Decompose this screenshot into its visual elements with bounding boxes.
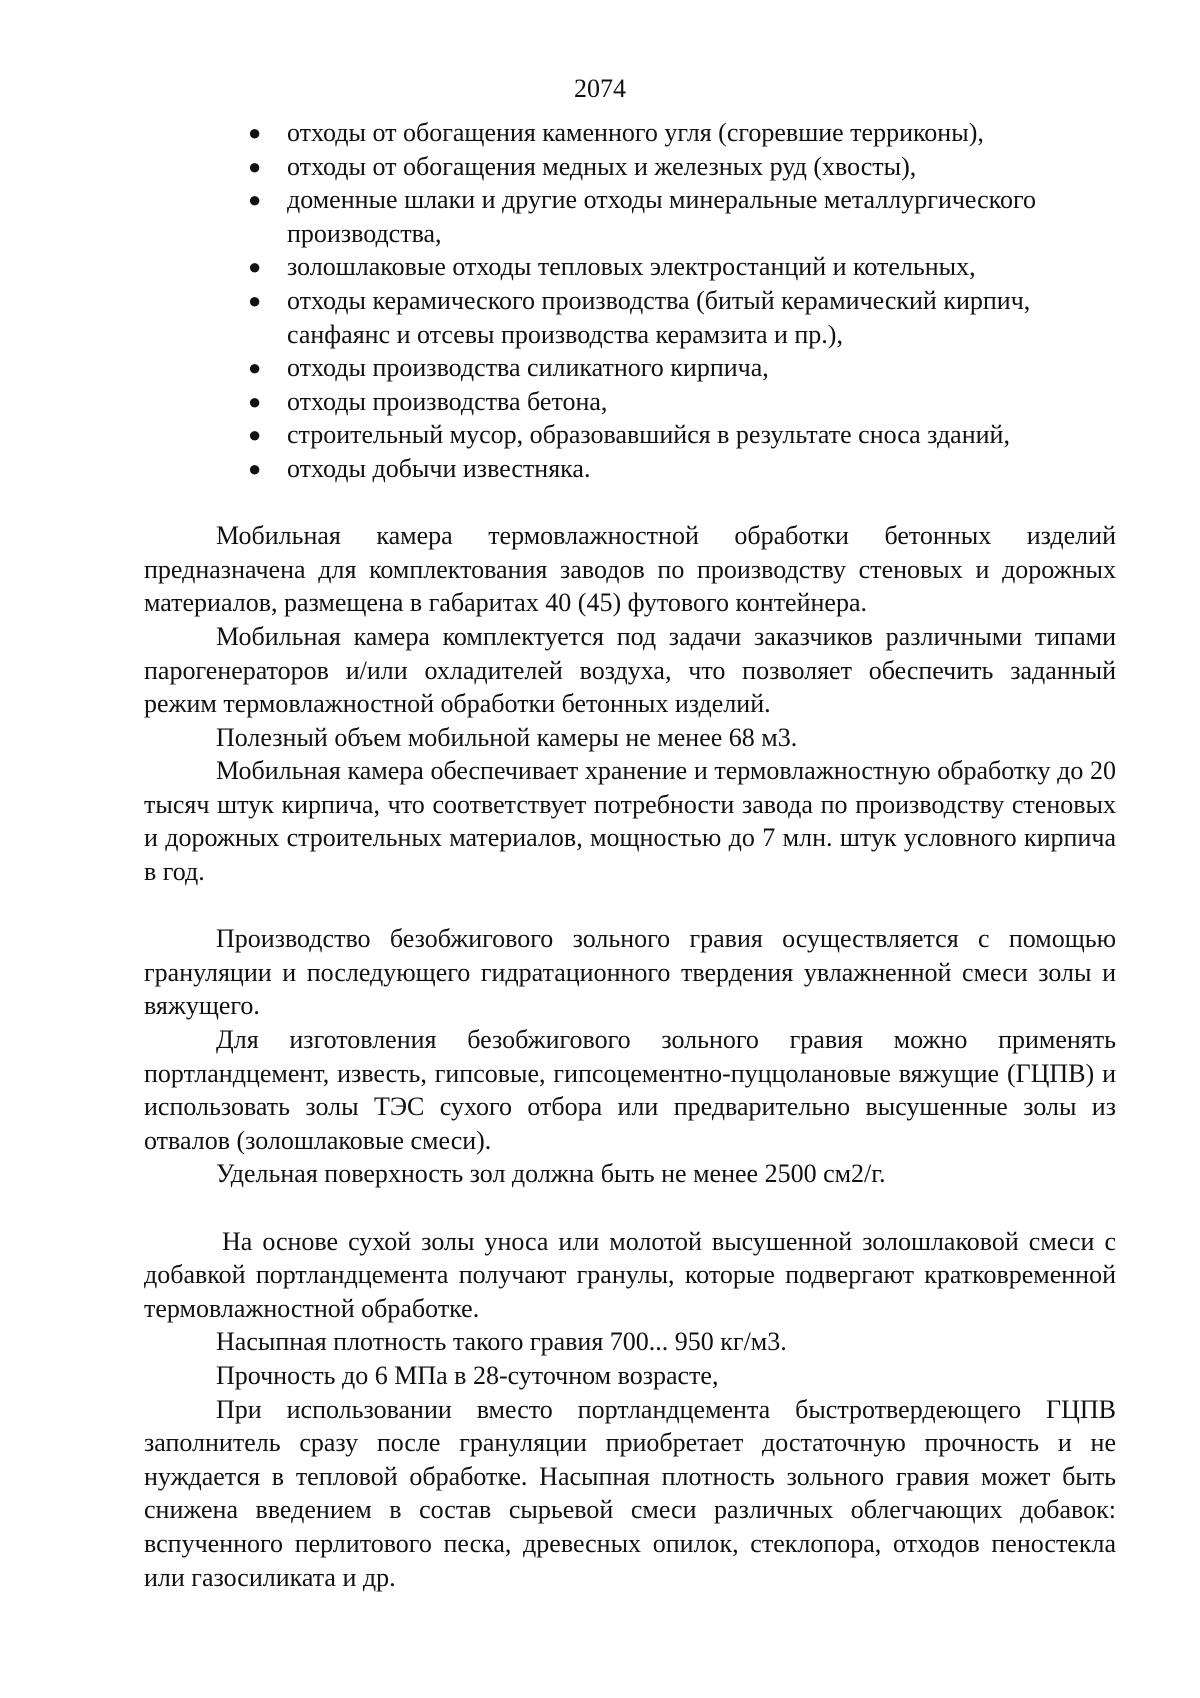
list-item-text: золошлаковые отходы тепловых электростанций и котельных, [287, 252, 976, 282]
section-mobile-chamber [144, 519, 1116, 889]
paragraph: Для изготовления безобжигового зольного гравия можно применять портландцемент, известь, гипсовые, гипсоцементно-пуццолановые вяжущие (ГЦПВ) и использовать золы ТЭС сухого отбора или предварительно высушенные золы из отвалов (золошлаковые смеси). [144, 1025, 1116, 1155]
list-item [144, 284, 1116, 351]
list-item-text: отходы керамического производства (битый керамический кирпич, санфаянс и отсевы производства керамзита и пр.), [287, 285, 1031, 349]
list-item-text: строительный мусор, образовавшийся в результате сноса зданий, [287, 420, 1010, 450]
paragraph: Насыпная плотность такого гравия 700... 950 кг/м3. [216, 1327, 787, 1357]
page-number: 2074 [574, 74, 626, 103]
spacer [144, 889, 1116, 923]
bullet-icon: ● [248, 455, 262, 481]
list-item [144, 150, 1116, 184]
list-item [144, 183, 1116, 250]
paragraph: Полезный объем мобильной камеры не менее 68 м3. [216, 722, 798, 752]
list-item [144, 116, 1116, 150]
list-item [144, 452, 1116, 486]
bullet-icon: ● [248, 355, 262, 381]
bullet-icon: ● [248, 254, 262, 280]
list-item-text: доменные шлаки и другие отходы минеральные металлургического производства, [287, 185, 1036, 248]
spacer [144, 486, 1116, 520]
list-item [144, 418, 1116, 452]
list-item-text: отходы от обогащения медных и железных руд (хвосты), [287, 151, 917, 181]
spacer [144, 1191, 1116, 1225]
document-body [144, 116, 1116, 1594]
list-item [144, 250, 1116, 284]
paragraph: Производство безобжигового зольного гравия осуществляется с помощью грануляции и последующего гидратационного твердения увлажненной смеси золы и вяжущего. [144, 924, 1116, 1021]
waste-bullet-list [144, 116, 1116, 486]
list-item [144, 351, 1116, 385]
paragraph: При использовании вместо портландцемента быстротвердеющего ГЦПВ заполнитель сразу после грануляции приобретает достаточную прочность и не нуждается в тепловой обработке. Насыпная плотность зольного гравия может быть снижена введением в состав сырьевой смеси различных облегчающих добавок: вспученного перлитового песка, древесных опилок, стеклопора, отходов пеностекла или газосиликата и др. [144, 1394, 1116, 1592]
list-item-text: отходы добычи известняка. [287, 453, 591, 483]
bullet-icon: ● [248, 388, 262, 414]
paragraph: Прочность до 6 МПа в 28-суточном возрасте, [216, 1360, 719, 1390]
bullet-icon: ● [248, 187, 262, 213]
paragraph: Мобильная камера термовлажностной обработки бетонных изделий предназначена для комплектования заводов по производству стеновых и дорожных материалов, размещена в габаритах 40 (45) футового контейнера. [144, 521, 1116, 618]
bullet-icon: ● [248, 287, 262, 313]
bullet-icon: ● [248, 153, 262, 179]
bullet-icon: ● [248, 120, 262, 145]
paragraph: На основе сухой золы уноса или молотой высушенной золошлаковой смеси с добавкой портландцемента получают гранулы, которые подвергают кратковременной термовлажностной обработке. [144, 1226, 1116, 1323]
bullet-icon: ● [248, 422, 262, 448]
list-item-text: отходы производства бетона, [287, 386, 608, 416]
list-item [144, 385, 1116, 419]
section-ash-gravel-production [144, 922, 1116, 1191]
list-item-text: отходы производства силикатного кирпича, [287, 353, 769, 383]
section-fly-ash-granules [144, 1225, 1116, 1595]
paragraph: Мобильная камера обеспечивает хранение и термовлажностную обработку до 20 тысяч штук кирпича, что соответствует потребности завода по производству стеновых и дорожных строительных материалов, мощностью до 7 млн. штук условного кирпича в год. [144, 756, 1116, 887]
paragraph: Мобильная камера комплектуется под задачи заказчиков различными типами парогенераторов и/или охладителей воздуха, что позволяет обеспечить заданный режим термовлажностной обработки бетонных изделий. [144, 621, 1116, 719]
list-item-text: отходы от обогащения каменного угля (сгоревшие терриконы), [287, 118, 984, 147]
paragraph: Удельная поверхность зол должна быть не менее 2500 см2/г. [216, 1159, 886, 1189]
